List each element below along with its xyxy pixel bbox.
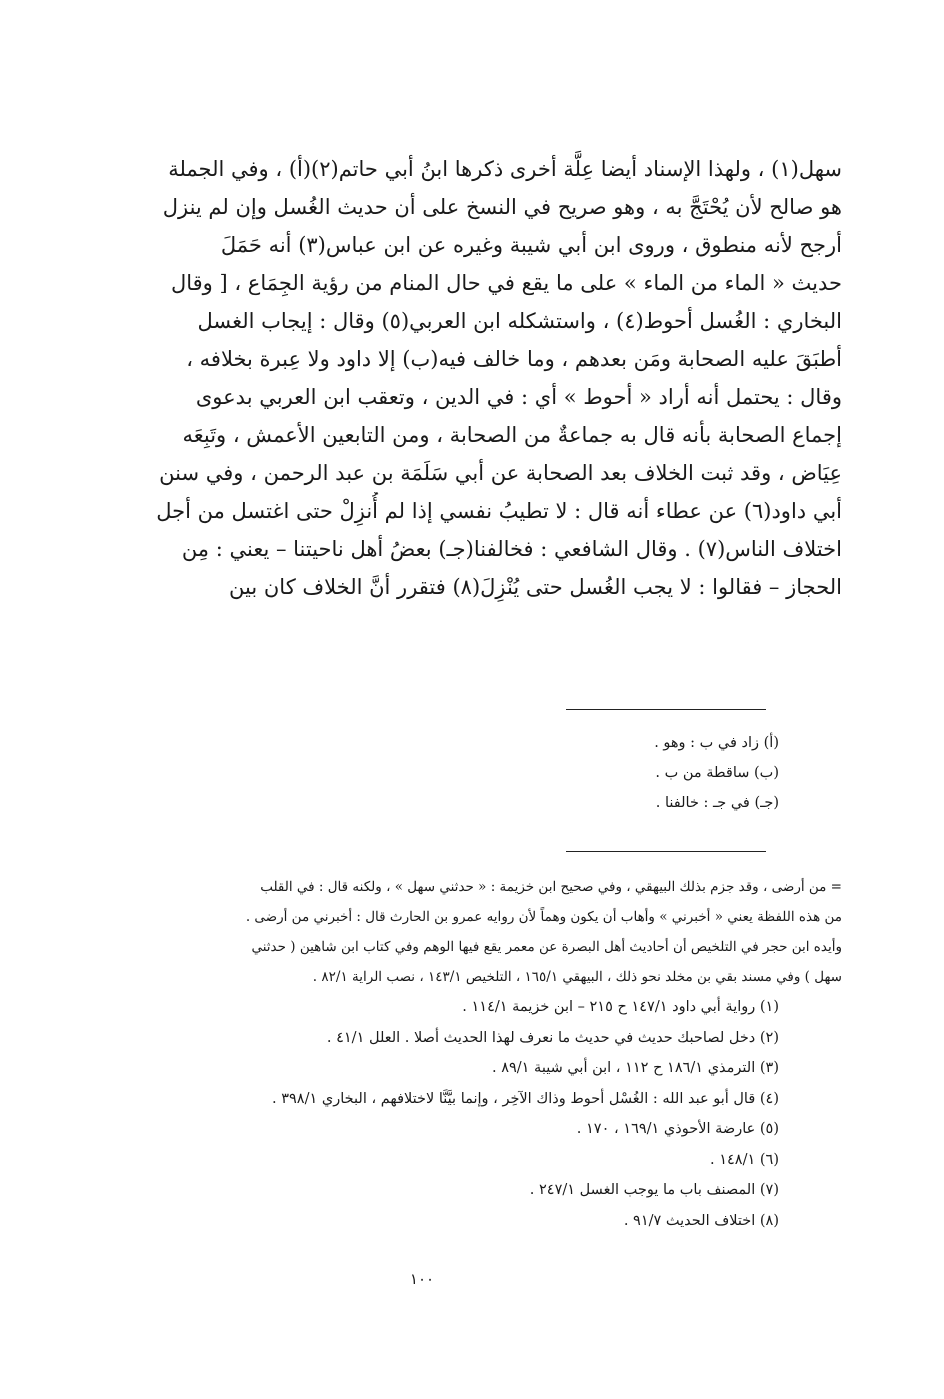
footnote: (٧) المصنف باب ما يوجب الغسل ٢٤٧/١ . [529,1182,779,1198]
body-line: أرجح لأنه منطوق ، وروى ابن أبي شيبة وغيره عن ابن عباس(٣) أنه حَمَلَ [220,233,842,257]
variant-readings [96,728,779,818]
body-line: إجماع الصحابة بأنه قال به جماعةٌ من الصحابة ، ومن التابعين الأعمش ، وتَبِعَه [182,423,842,447]
footnote: (٣) الترمذي ١٨٦/١ ح ١١٢ ، ابن أبي شيبة ٨٩/١ . [491,1060,779,1076]
continued-note-line: وأيده ابن حجر في التلخيص أن أحاديث أهل البصرة عن معمر يقع فيها الوهم وفي كتاب ابن شاهين ( حدثني [251,939,842,955]
footnote: (٤) قال أبو عبد الله : الغُسْل أحوط وذاك الآخِر ، وإنما بيَّنَّا لاختلافهم ، البخاري ٣٩٨/١ . [272,1090,779,1107]
body-line: أبي داود(٦) عن عطاء أنه قال : لا تطيبُ نفسي إذا لم أُنزِلْ حتى اغتسل من أجل [156,499,842,523]
variant-note: (ب) ساقطة من ب . [655,765,779,781]
body-line: البخاري : الغُسل أحوط(٤) ، واستشكله ابن العربي(٥) وقال : إيجاب الغسل [197,309,842,333]
continued-note-line: = من أرضى ، وقد جزم بذلك البيهقي ، وفي صحيح ابن خزيمة : « حدثني سهل » ، ولكنه قال : في القلب [260,879,842,895]
body-line: سهل(١) ، ولهذا الإسناد أيضا عِلَّة أخرى ذكرها ابنُ أبي حاتم(٢)(أ) ، وفي الجملة [168,157,842,181]
continued-note-line: من هذه اللفظة يعني « أخبرني » وأهاب أن يكون وهماً لأن روايه عمرو بن الحارث قال : أخبرني من أرضى . [245,909,842,925]
variants-divider [566,709,766,710]
footnote: (٥) عارضة الأحوذي ١٦٩/١ ، ١٧٠ . [576,1121,779,1137]
variant-note: (جـ) في جـ : خالفنا . [655,795,779,811]
body-line: حديث « الماء من الماء » على ما يقع في حال المنام من رؤية الجِمَاع ، [ وقال [170,271,842,295]
body-line: الحجاز – فقالوا : لا يجب الغُسل حتى يُنْزِلَ(٨) فتقرر أنَّ الخلاف كان بين [229,575,842,599]
footnote: (٨) اختلاف الحديث ٩١/٧ . [623,1212,779,1229]
footnotes-list [96,992,779,1236]
continued-footnote [96,872,842,992]
page-number: ١٠٠ [409,1270,435,1288]
body-line: وقال : يحتمل أنه أراد « أحوط » أي : في الدين ، وتعقب ابن العربي بدعوى [195,385,842,409]
body-line: اختلاف الناس(٧) . وقال الشافعي : فخالفنا(جـ) بعضُ أهل ناحيتنا – يعني : مِن [181,537,842,561]
variant-note: (أ) زاد في ب : وهو . [654,735,779,751]
footnote: (٢) دخل لصاحبك حديث في حديث ما نعرف لهذا الحديث أصلا . العلل ٤١/١ . [326,1029,779,1046]
footnotes-divider [566,851,766,852]
body-line: أطبَقَ عليه الصحابة ومَن بعدهم ، وما خالف فيه(ب) إلا داود ولا عِبرة بخلافه ، [186,347,842,371]
footnote: (٦) ١٤٨/١ . [709,1151,779,1168]
main-text-block [96,150,842,606]
continued-note-line: سهل ) وفي مسند بقي بن مخلد نحو ذلك ، البيهقي ١٦٥/١ ، التلخيص ١٤٣/١ ، نصب الراية ٨٢/١ . [312,969,842,985]
body-line: هو صالح لأن يُحْتَجَّ به ، وهو صريح في النسخ على أن حديث الغُسل وإن لم ينزل [162,195,842,219]
footnote: (١) رواية أبي داود ١٤٧/١ ح ٢١٥ – ابن خزيمة ١١٤/١ . [462,999,779,1015]
body-line: عِيَاض ، وقد ثبت الخلاف بعد الصحابة عن أبي سَلَمَة بن عبد الرحمن ، وفي سنن [159,461,842,485]
